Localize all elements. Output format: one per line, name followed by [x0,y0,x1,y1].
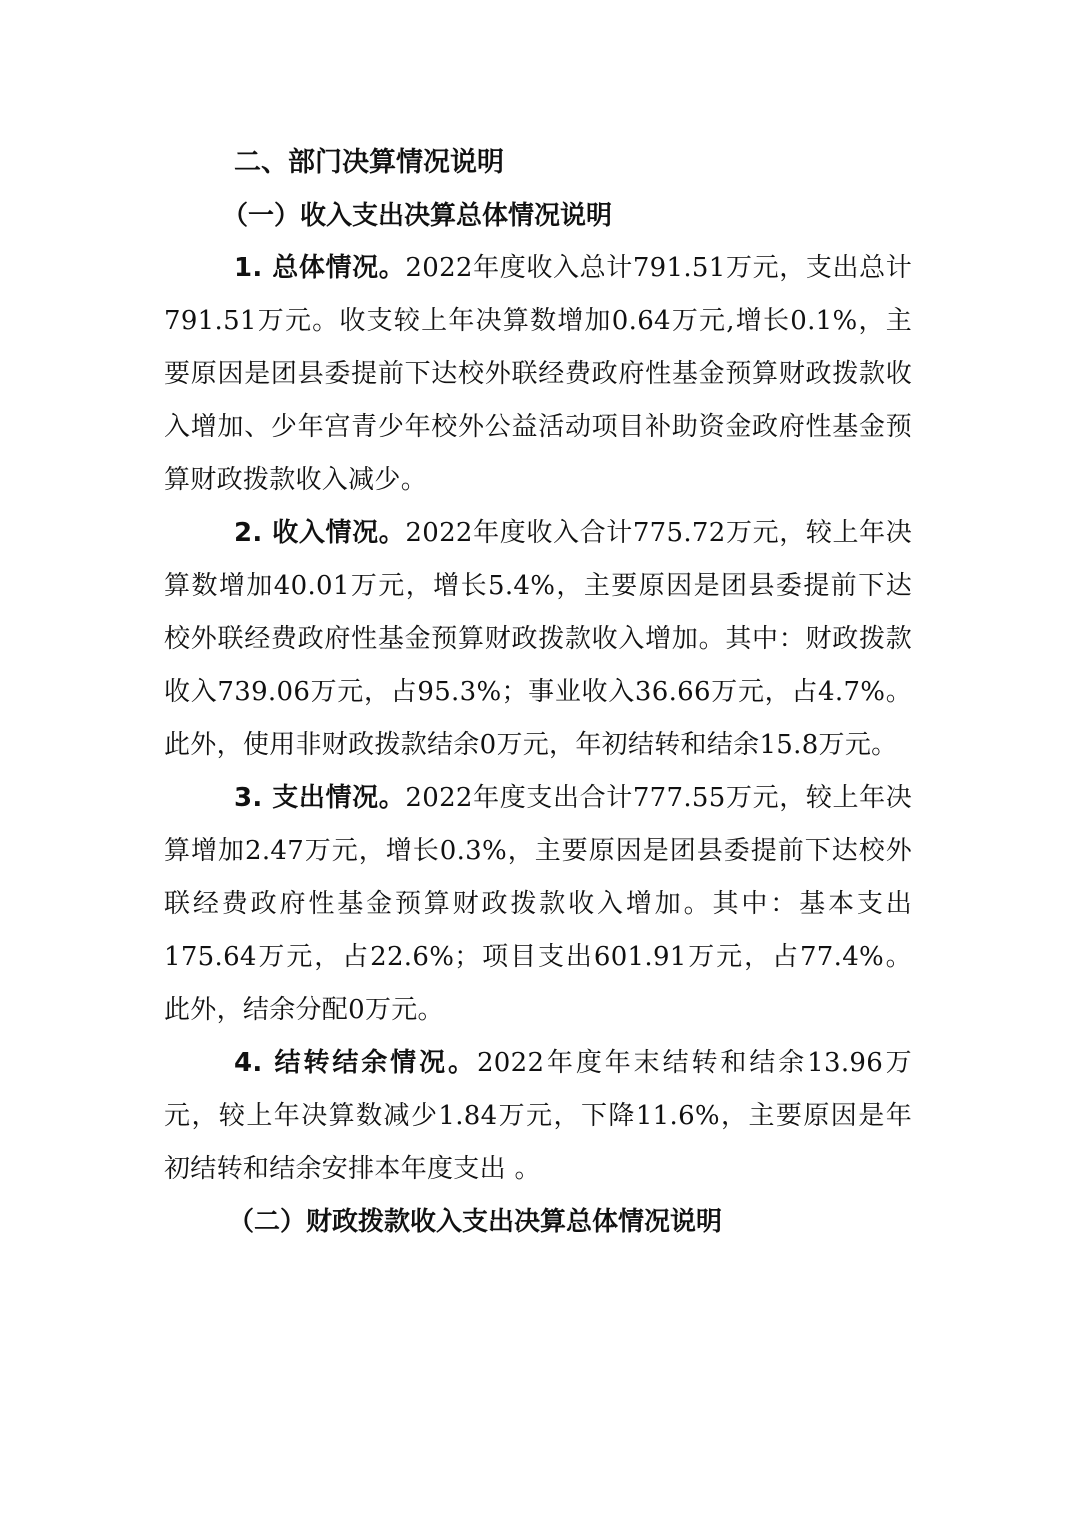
paragraph-lead: 4. 结转结余情况。 [234,1048,477,1078]
paragraph-expenditure [164,772,912,1037]
section-heading-2: （二）财政拨款收入支出决算总体情况说明 [228,1207,723,1237]
document-body [164,138,912,1248]
paragraph-lead: 1. 总体情况。 [234,253,406,283]
paragraph-text: 2022年度收入总计791.51万元，支出总计791.51万元。收支较上年决算数增加0.64万元,增长0.1%，主要原因是团县委提前下达校外联经费政府性基金预算财政拨款收入增加、少年宫青少年校外公益活动项目补助资金政府性基金预算财政拨款收入减少。 [164,253,913,495]
paragraph-income [164,507,912,772]
paragraph-lead: 2. 收入情况。 [234,518,406,548]
section-heading-1: （一）收入支出决算总体情况说明 [222,201,613,231]
paragraph-carryover [164,1037,912,1196]
paragraph-lead: 3. 支出情况。 [234,783,406,813]
paragraph-text: 2022年度收入合计775.72万元，较上年决算数增加40.01万元，增长5.4%，主要原因是团县委提前下达校外联经费政府性基金预算财政拨款收入增加。其中：财政拨款收入739.06万元，占95.3%；事业收入36.66万元，占4.7%。此外，使用非财政拨款结余0万元，年初结转和结余15.8万元。 [164,518,913,760]
chapter-heading: 二、部门决算情况说明 [234,147,504,178]
paragraph-text: 2022年度年末结转和结余13.96万元，较上年决算数减少1.84万元，下降11.6%，主要原因是年初结转和结余安排本年度支出 。 [164,1048,912,1184]
paragraph-text: 2022年度支出合计777.55万元，较上年决算增加2.47万元，增长0.3%，主要原因是团县委提前下达校外联经费政府性基金预算财政拨款收入增加。其中：基本支出175.64万元，占22.6%；项目支出601.91万元，占77.4%。此外，结余分配0万元。 [164,783,913,1025]
paragraph-overall [164,242,912,507]
